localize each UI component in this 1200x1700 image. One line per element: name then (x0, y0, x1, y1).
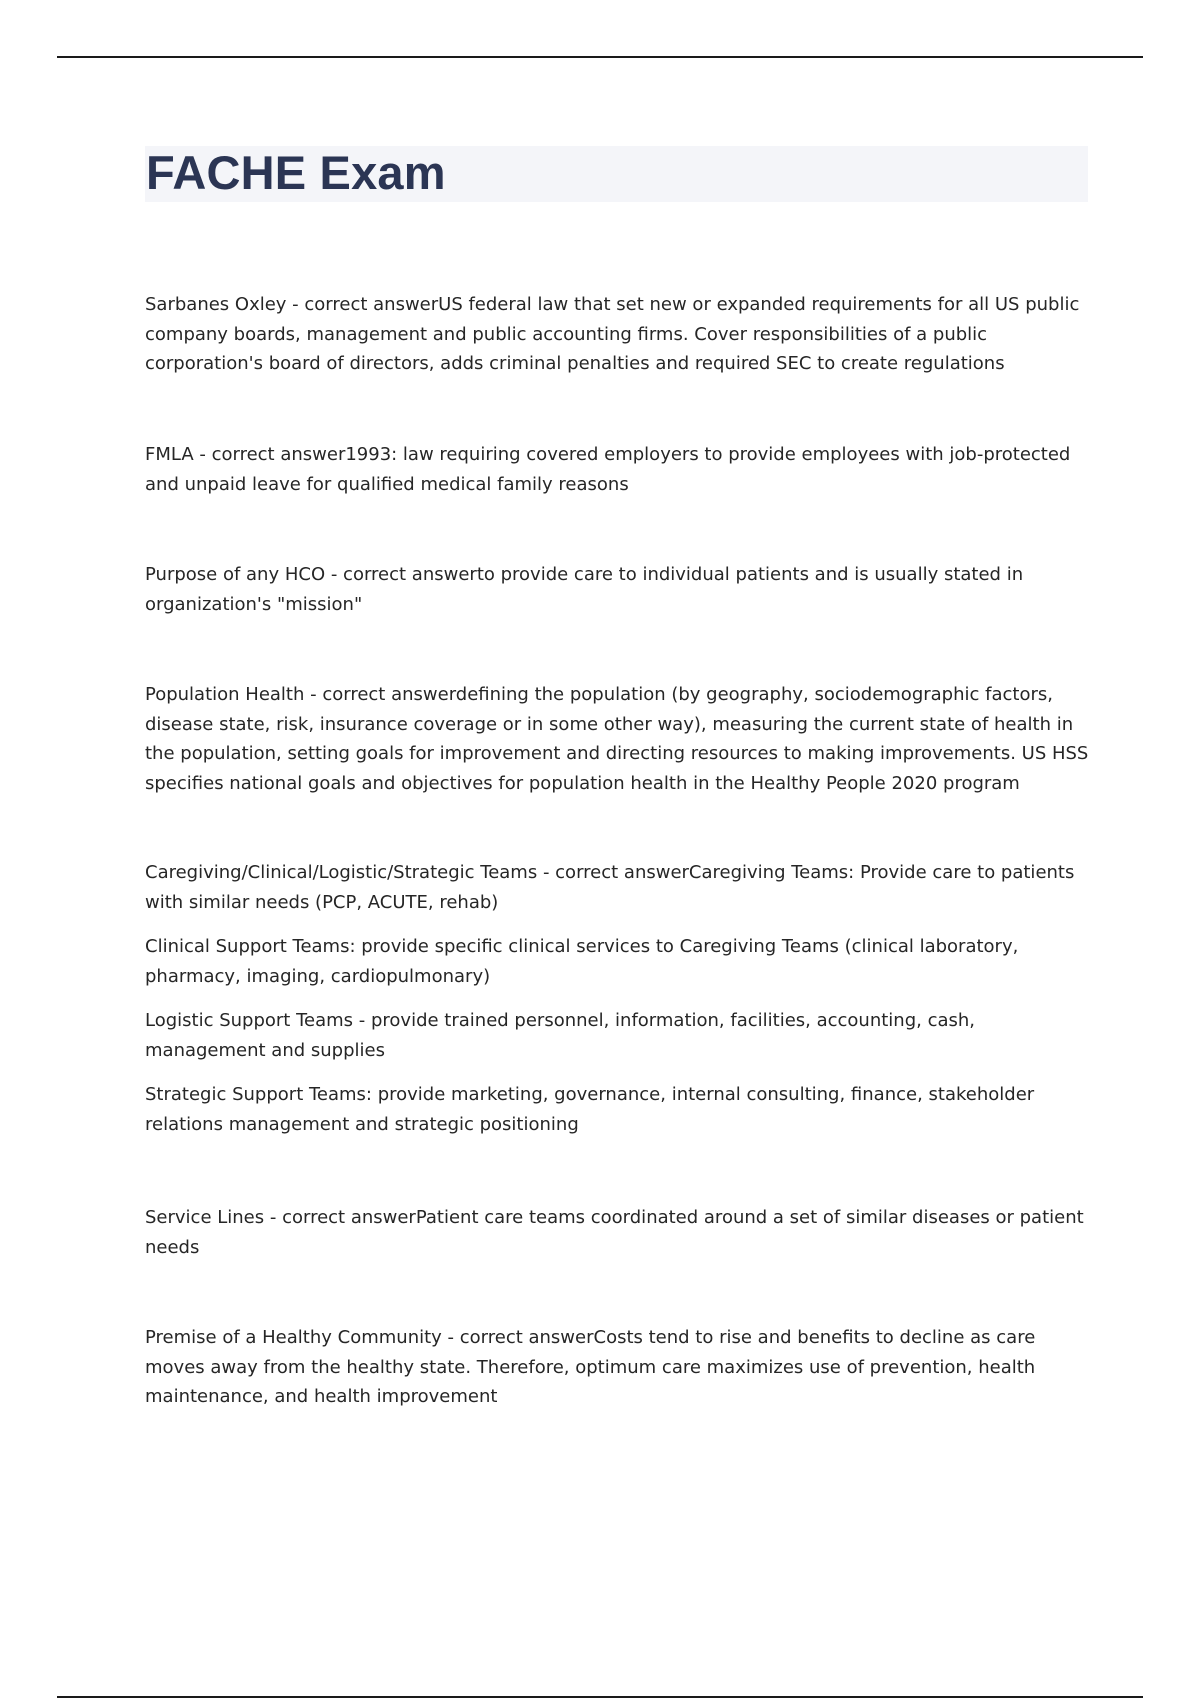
entry-subtext: Strategic Support Teams: provide marketing, governance, internal consulting, finance, stakeholder relations management and strategic positioning (145, 1084, 1035, 1135)
page-title: FACHE Exam (146, 146, 446, 199)
header-rule (57, 56, 1143, 58)
entry-service-lines (145, 1203, 1095, 1262)
entry-text: Population Health - correct answerdefining the population (by geography, sociodemographic factors, disease state, risk, insurance coverage or in some other way), measuring the current state of health in the population, setting goals for improvement and directing resources to making improvements. US HSS specifies national goals and objectives for population health in the Healthy People 2020 program (145, 684, 1089, 794)
entry-text: Sarbanes Oxley - correct answerUS federal law that set new or expanded requirements for all US public company boards, management and public accounting firms. Cover responsibilities of a public corporation's board of directors, adds criminal penalties and required SEC to create regulations (145, 294, 1080, 374)
entry-healthy-community (145, 1323, 1095, 1412)
entry-subtext: Logistic Support Teams - provide trained personnel, information, facilities, accounting, cash, management and supplies (145, 1010, 976, 1061)
entry-text: Purpose of any HCO - correct answerto provide care to individual patients and is usually stated in organization's "mission" (145, 564, 1024, 615)
entry-text: Service Lines - correct answerPatient care teams coordinated around a set of similar diseases or patient needs (145, 1207, 1084, 1258)
entry-text: Caregiving/Clinical/Logistic/Strategic Teams - correct answerCaregiving Teams: Provide care to patients with similar needs (PCP, ACUTE, rehab) (145, 862, 1075, 913)
entry-purpose-hco (145, 560, 1095, 619)
entry-fmla (145, 440, 1095, 499)
entry-text: FMLA - correct answer1993: law requiring covered employers to provide employees with job-protected and unpaid leave for qualified medical family reasons (145, 444, 1071, 495)
footer-rule (57, 1696, 1143, 1698)
entry-sarbanes-oxley (145, 290, 1095, 379)
entry-population-health (145, 680, 1095, 798)
entry-subtext: Clinical Support Teams: provide specific clinical services to Caregiving Teams (clinical laboratory, pharmacy, imaging, cardiopulmonary) (145, 936, 1019, 987)
entry-teams (145, 858, 1095, 1139)
entry-text: Premise of a Healthy Community - correct answerCosts tend to rise and benefits to decline as care moves away from the healthy state. Therefore, optimum care maximizes use of prevention, health maintenance, and health improvement (145, 1327, 1036, 1407)
